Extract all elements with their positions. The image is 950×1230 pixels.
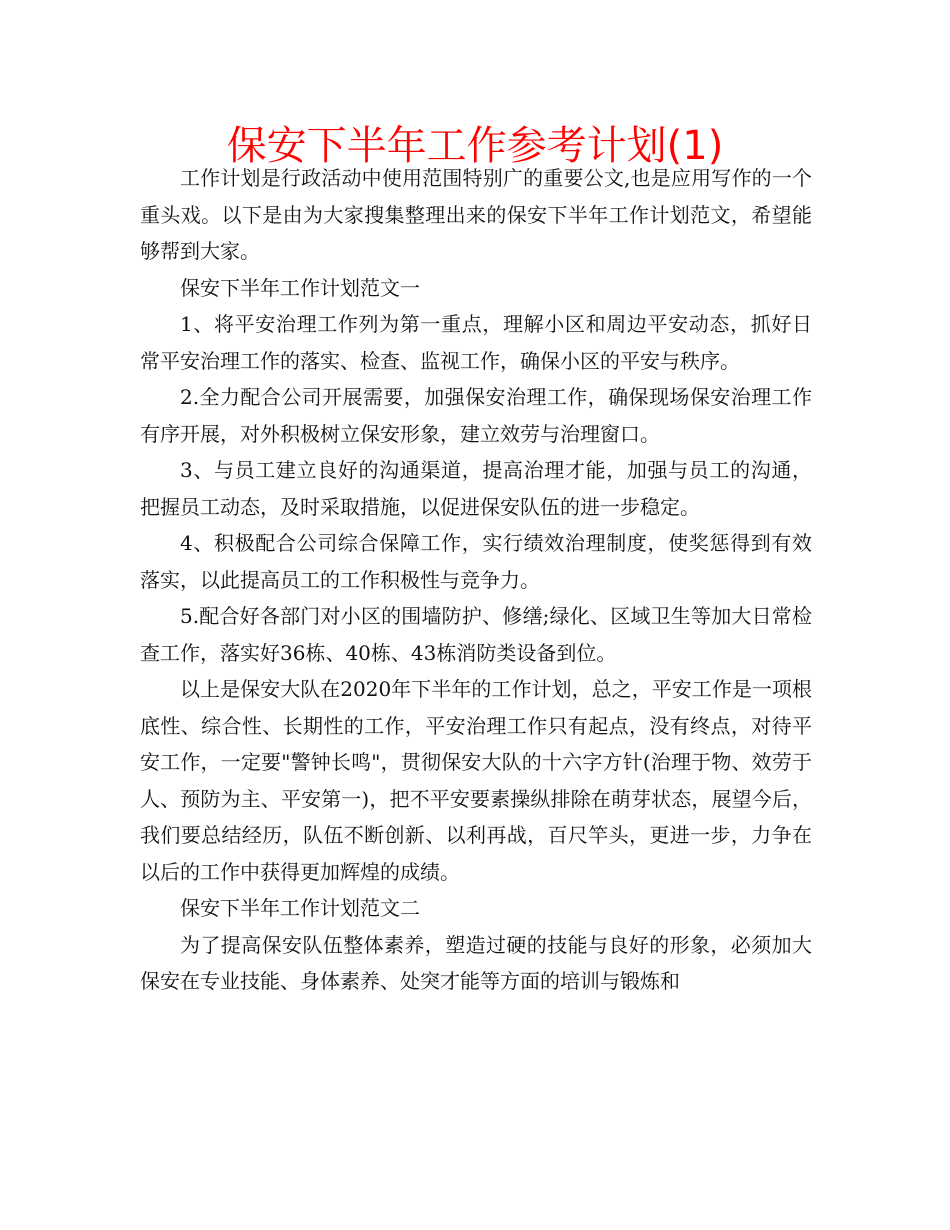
item-paragraph-3: 3、与员工建立良好的沟通渠道，提高治理才能，加强与员工的沟通，把握员工动态，及时采取措施，以促进保安队伍的进一步稳定。 [140, 458, 812, 519]
intro-paragraph: 工作计划是行政活动中使用范围特别广的重要公文,也是应用写作的一个重头戏。以下是由为大家搜集整理出来的保安下半年工作计划范文，希望能够帮到大家。 [140, 166, 812, 263]
section-2-paragraph: 为了提高保安队伍整体素养，塑造过硬的技能与良好的形象，必须加大保安在专业技能、身体素养、处突才能等方面的培训与锻炼和 [140, 932, 812, 993]
item-paragraph-5: 5.配合好各部门对小区的围墙防护、修缮;绿化、区域卫生等加大日常检查工作，落实好36栋、40栋、43栋消防类设备到位。 [140, 604, 812, 665]
section-heading-2: 保安下半年工作计划范文二 [180, 896, 420, 920]
section-heading-1: 保安下半年工作计划范文一 [180, 275, 420, 300]
item-paragraph-1: 1、将平安治理工作列为第一重点，理解小区和周边平安动态，抓好日常平安治理工作的落实、检查、监视工作，确保小区的平安与秩序。 [140, 312, 812, 373]
summary-paragraph: 以上是保安大队在2020年下半年的工作计划，总之，平安工作是一项根底性、综合性、长期性的工作，平安治理工作只有起点，没有终点，对待平安工作，一定要"警钟长鸣"，贯彻保安大队的十六字方针(治理于物、效劳于人、预防为主、平安第一)，把不平安要素操纵排除在萌芽状态，展望今后，我们要总结经历，队伍不断创新、以利再战，百尺竿头，更进一步，力争在以后的工作中获得更加辉煌的成绩。 [140, 677, 812, 884]
item-paragraph-4: 4、积极配合公司综合保障工作，实行绩效治理制度，使奖惩得到有效落实，以此提高员工的工作积极性与竞争力。 [140, 531, 812, 592]
document-body [140, 160, 812, 1000]
item-paragraph-2: 2.全力配合公司开展需要，加强保安治理工作，确保现场保安治理工作有序开展，对外积极树立保安形象，建立效劳与治理窗口。 [140, 385, 812, 446]
document-title: 保安下半年工作参考计划(1) [226, 123, 724, 169]
